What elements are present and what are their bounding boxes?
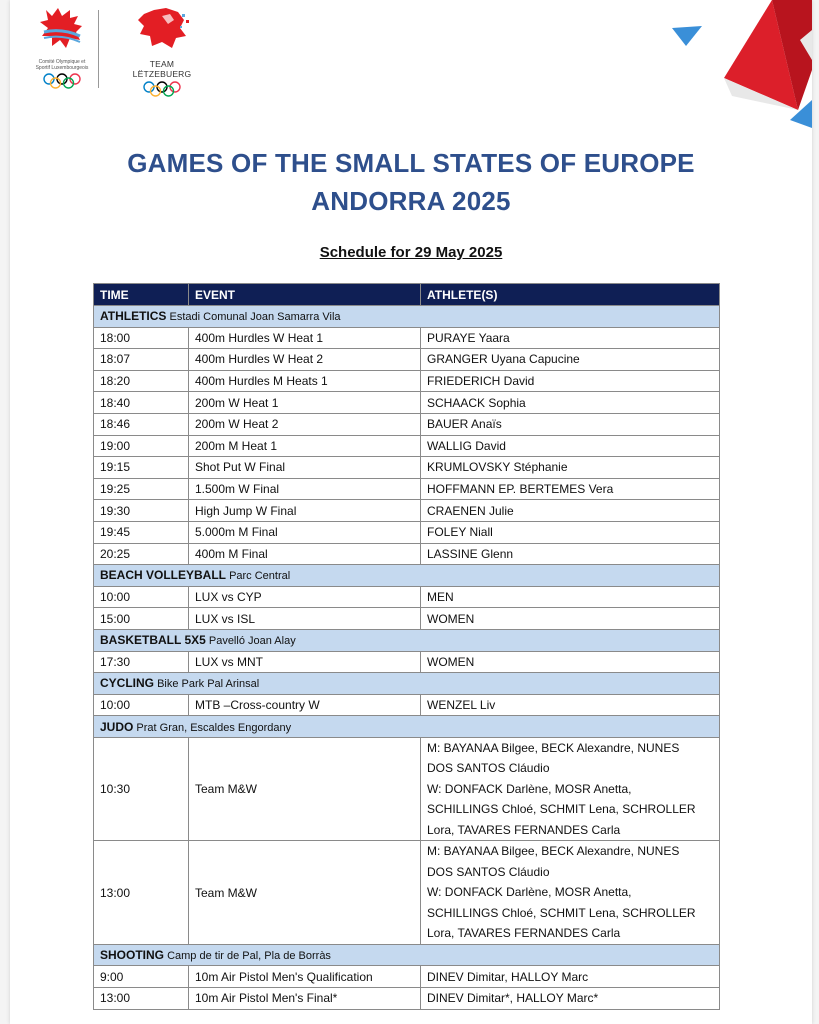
athlete-line: DOS SANTOS Cláudio <box>427 864 550 879</box>
column-header-athletes: ATHLETE(S) <box>421 284 720 306</box>
cell-event: 400m Hurdles W Heat 1 <box>189 327 421 349</box>
section-row <box>94 673 720 695</box>
section-venue: Estadi Comunal Joan Samarra Vila <box>169 311 341 324</box>
cell-athletes <box>421 327 720 349</box>
cell-time: 19:30 <box>94 500 189 522</box>
cell-event: LUX vs MNT <box>189 651 421 673</box>
cell-time: 13:00 <box>94 841 189 945</box>
table-row <box>94 478 720 500</box>
cosl-logo <box>32 6 92 89</box>
athlete-line: MEN <box>427 590 454 605</box>
cell-event: 200m W Heat 2 <box>189 413 421 435</box>
cell-time: 10:00 <box>94 694 189 716</box>
cell-event: 10m Air Pistol Men's Final* <box>189 988 421 1010</box>
athlete-line: GRANGER Uyana Capucine <box>427 352 580 367</box>
section-header <box>94 944 720 966</box>
cell-athletes <box>421 841 720 945</box>
table-row <box>94 841 720 945</box>
cell-time: 18:07 <box>94 349 189 371</box>
decorative-triangles <box>672 0 812 130</box>
athlete-line: KRUMLOVSKY Stéphanie <box>427 460 568 475</box>
table-row <box>94 737 720 841</box>
section-sport: JUDO <box>100 719 134 734</box>
athlete-line: WOMEN <box>427 654 475 669</box>
cell-event: High Jump W Final <box>189 500 421 522</box>
column-header-event: EVENT <box>189 284 421 306</box>
table-row <box>94 608 720 630</box>
athlete-line: FOLEY Niall <box>427 525 493 540</box>
table-row <box>94 370 720 392</box>
cell-athletes <box>421 392 720 414</box>
section-venue: Prat Gran, Escaldes Engordany <box>136 721 292 734</box>
cell-time: 18:20 <box>94 370 189 392</box>
cell-event: 400m Hurdles M Heats 1 <box>189 370 421 392</box>
table-row <box>94 435 720 457</box>
cell-event: Team M&W <box>189 737 421 841</box>
cell-athletes <box>421 608 720 630</box>
cell-time: 15:00 <box>94 608 189 630</box>
cell-athletes <box>421 966 720 988</box>
cell-athletes <box>421 988 720 1010</box>
athlete-line: WENZEL Liv <box>427 697 496 712</box>
cell-athletes <box>421 651 720 673</box>
page-title: GAMES OF THE SMALL STATES OF EUROPE <box>127 148 695 178</box>
section-venue: Bike Park Pal Arinsal <box>157 678 260 691</box>
table-row <box>94 327 720 349</box>
cell-event: 400m M Final <box>189 543 421 565</box>
section-row <box>94 944 720 966</box>
athlete-line: W: DONFACK Darlène, MOSR Anetta, <box>427 781 632 796</box>
table-row <box>94 349 720 371</box>
team-letzebuerg-logo <box>122 6 202 97</box>
column-header-time: TIME <box>94 284 189 306</box>
olympic-rings-icon <box>42 73 82 89</box>
section-row <box>94 629 720 651</box>
athlete-line: HOFFMANN EP. BERTEMES Vera <box>427 482 614 497</box>
cell-athletes <box>421 478 720 500</box>
table-row <box>94 543 720 565</box>
olympic-rings-icon <box>142 81 182 97</box>
section-row <box>94 565 720 587</box>
section-venue: Pavelló Joan Alay <box>208 635 296 648</box>
table-row <box>94 413 720 435</box>
cell-event: Shot Put W Final <box>189 457 421 479</box>
team-caption: TEAM LËTZEBUERG <box>132 59 192 79</box>
section-sport: BEACH VOLLEYBALL <box>100 568 226 583</box>
cell-event: 400m Hurdles W Heat 2 <box>189 349 421 371</box>
cell-event: 1.500m W Final <box>189 478 421 500</box>
section-venue: Camp de tir de Pal, Pla de Borràs <box>167 950 331 963</box>
cell-event: 200m W Heat 1 <box>189 392 421 414</box>
athlete-line: DINEV Dimitar*, HALLOY Marc* <box>427 991 599 1006</box>
athlete-line: W: DONFACK Darlène, MOSR Anetta, <box>427 885 632 900</box>
cell-time: 18:40 <box>94 392 189 414</box>
lion-icon <box>32 6 92 54</box>
cell-time: 10:00 <box>94 586 189 608</box>
cell-event: MTB –Cross-country W <box>189 694 421 716</box>
section-sport: ATHLETICS <box>100 309 167 324</box>
section-header <box>94 306 720 328</box>
section-header <box>94 629 720 651</box>
cell-time: 19:15 <box>94 457 189 479</box>
table-row <box>94 586 720 608</box>
athlete-line: M: BAYANAA Bilgee, BECK Alexandre, NUNES <box>427 844 680 859</box>
cell-athletes <box>421 413 720 435</box>
cell-time: 18:00 <box>94 327 189 349</box>
section-venue: Parc Central <box>229 570 291 583</box>
schedule-table <box>93 283 720 1010</box>
cell-time: 18:46 <box>94 413 189 435</box>
section-sport: CYCLING <box>100 676 154 691</box>
cell-athletes <box>421 737 720 841</box>
athlete-line: DOS SANTOS Cláudio <box>427 761 550 776</box>
athlete-line: PURAYE Yaara <box>427 330 510 345</box>
cell-time: 17:30 <box>94 651 189 673</box>
athlete-line: BAUER Anaïs <box>427 417 502 432</box>
cell-event: LUX vs CYP <box>189 586 421 608</box>
athlete-line: CRAENEN Julie <box>427 503 514 518</box>
table-header-row <box>94 284 720 306</box>
cell-event: Team M&W <box>189 841 421 945</box>
cell-time: 19:00 <box>94 435 189 457</box>
cell-event: 200m M Heat 1 <box>189 435 421 457</box>
cell-athletes <box>421 521 720 543</box>
cell-event: 10m Air Pistol Men's Qualification <box>189 966 421 988</box>
cell-time: 19:25 <box>94 478 189 500</box>
athlete-line: WOMEN <box>427 611 475 626</box>
cell-athletes <box>421 694 720 716</box>
section-sport: SHOOTING <box>100 948 165 963</box>
section-header <box>94 673 720 695</box>
athlete-line: SCHILLINGS Chloé, SCHMIT Lena, SCHROLLER <box>427 905 696 920</box>
cell-athletes <box>421 435 720 457</box>
page-title-line2: ANDORRA 2025 <box>311 186 511 216</box>
section-row <box>94 716 720 738</box>
cell-time: 13:00 <box>94 988 189 1010</box>
cell-athletes <box>421 349 720 371</box>
section-header <box>94 716 720 738</box>
cell-time: 20:25 <box>94 543 189 565</box>
cell-athletes <box>421 500 720 522</box>
cell-time: 10:30 <box>94 737 189 841</box>
table-row <box>94 694 720 716</box>
section-row <box>94 306 720 328</box>
schedule-body <box>94 306 720 1010</box>
table-row <box>94 392 720 414</box>
cell-athletes <box>421 543 720 565</box>
document-page <box>10 0 812 1024</box>
athlete-line: WALLIG David <box>427 438 506 453</box>
table-row <box>94 521 720 543</box>
table-row <box>94 457 720 479</box>
cell-athletes <box>421 370 720 392</box>
table-row <box>94 966 720 988</box>
athlete-line: LASSINE Glenn <box>427 546 514 561</box>
cell-athletes <box>421 457 720 479</box>
athlete-line: Lora, TAVARES FERNANDES Carla <box>427 822 621 837</box>
table-row <box>94 988 720 1010</box>
athlete-line: Lora, TAVARES FERNANDES Carla <box>427 926 621 941</box>
schedule-subtitle: Schedule for 29 May 2025 <box>319 244 503 261</box>
table-row <box>94 651 720 673</box>
athlete-line: DINEV Dimitar, HALLOY Marc <box>427 969 589 984</box>
cosl-caption: Comité Olympique et Sportif Luxembourgeois <box>35 59 89 71</box>
table-row <box>94 500 720 522</box>
athlete-line: FRIEDERICH David <box>427 374 535 389</box>
cell-athletes <box>421 586 720 608</box>
athlete-line: SCHAACK Sophia <box>427 395 526 410</box>
lion-head-icon <box>122 6 202 52</box>
section-header <box>94 565 720 587</box>
cell-time: 9:00 <box>94 966 189 988</box>
cell-event: 5.000m M Final <box>189 521 421 543</box>
cell-time: 19:45 <box>94 521 189 543</box>
logo-divider <box>98 10 99 88</box>
section-sport: BASKETBALL 5X5 <box>100 633 206 648</box>
athlete-line: SCHILLINGS Chloé, SCHMIT Lena, SCHROLLER <box>427 802 696 817</box>
cell-event: LUX vs ISL <box>189 608 421 630</box>
athlete-line: M: BAYANAA Bilgee, BECK Alexandre, NUNES <box>427 740 680 755</box>
